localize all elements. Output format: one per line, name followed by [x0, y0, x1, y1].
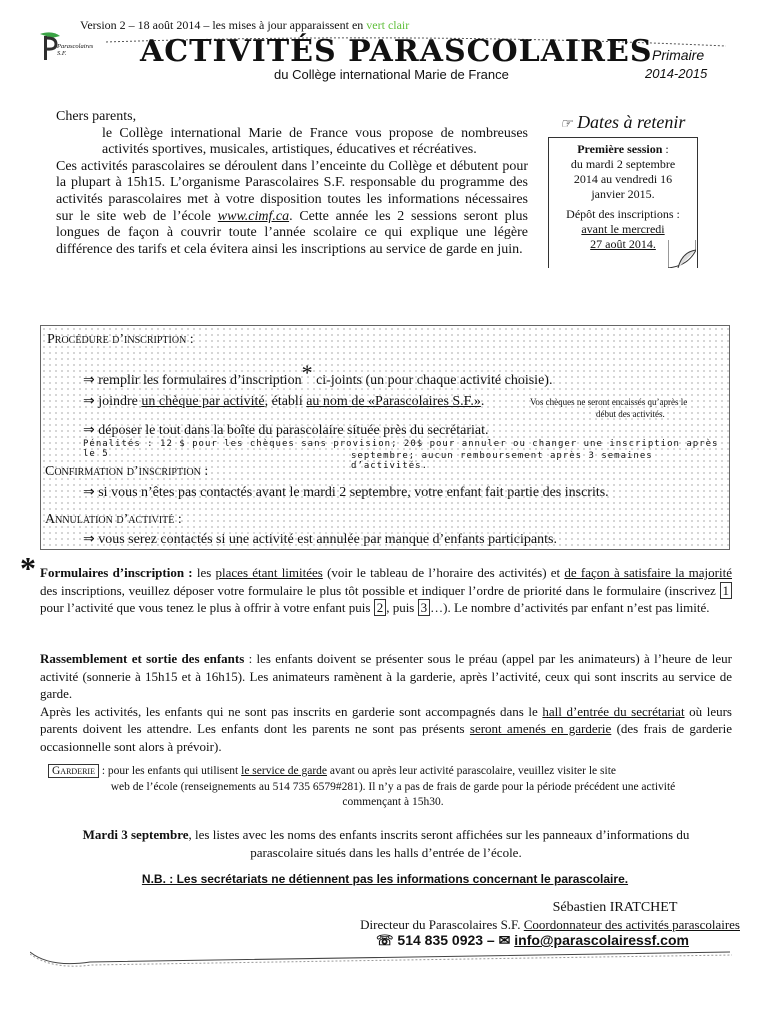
lists-date: Mardi 3 septembre	[82, 827, 189, 842]
step-deposit: ⇒ déposer le tout dans la boîte du parascolaire située près du secrétariat.	[83, 423, 489, 438]
nb-note: N.B. : Les secrétariats ne détiennent pas les informations concernant le parascolaire.	[141, 872, 629, 886]
forms-label: Formulaires d’inscription :	[40, 565, 193, 580]
priority-box-1: 1	[720, 582, 733, 599]
secretariat-hall: hall d’entrée du secrétariat	[542, 703, 685, 719]
greeting: Chers parents,	[56, 109, 137, 124]
intro-paragraph-2-b: . Cette année les 2 sessions seront plus longues de façon à couvrir toute l’année scolaire ce qui explique une légère différence des tarifs et cela évitera ainsi les inscriptions au service de garde en juin.	[56, 208, 529, 257]
deposit-line-3: 27 août 2014.	[590, 237, 656, 251]
page-title: ACTIVITÉS PARASCOLAIRES	[140, 34, 653, 69]
phone-number[interactable]: 514 835 0923	[397, 932, 484, 948]
step-fill-forms	[83, 360, 552, 389]
session-line-1: du mardi 2 septembre	[570, 157, 676, 171]
intro-paragraph-1: le Collège international Marie de France vous propose de nombreuses activités sportives, musicales, artistiques, éducatives et récréatives.	[102, 125, 528, 158]
cancellation-heading: Annulation d’activité :	[45, 512, 182, 527]
dates-heading-text: Dates à retenir	[577, 112, 686, 132]
pointing-hand-icon: ☞	[560, 117, 573, 132]
lists-line-1: Mardi 3 septembre, les listes avec les noms des enfants inscrits seront affichées sur les panneaux d’informations du	[82, 827, 690, 842]
version-text: Version 2 – 18 août 2014 – les mises à jour apparaissent en	[80, 18, 364, 32]
deposit-line-1: Dépôt des inscriptions :	[566, 207, 680, 221]
email-link[interactable]: info@parascolairessf.com	[514, 932, 689, 948]
cheque-note-line-1: Vos chèques ne seront encaissés qu’après le	[530, 397, 688, 407]
logo-text	[57, 43, 93, 57]
lists-line-2: parascolaire situés dans les halls d’entrée de l’école.	[250, 845, 522, 860]
cheque-per-activity: un chèque par activité	[141, 394, 265, 409]
lists-paragraph	[40, 826, 732, 862]
procedure-heading: Procédure d’inscription :	[47, 332, 194, 347]
coordinator-role: Coordonnateur des activités parascolaires	[523, 917, 740, 932]
footer-wave-decoration	[30, 946, 740, 970]
penalties-line-2: septembre; aucun remboursement après 3 semaines d’activités.	[351, 451, 653, 471]
daycare-label: Garderie	[48, 764, 99, 778]
taken-to-daycare: seront amenés en garderie	[469, 721, 612, 736]
daycare-line-3: commençant à 15h30.	[342, 796, 444, 808]
forms-paragraph: Formulaires d’inscription : les places étant limitées (voir le tableau de l’horaire des activités) et de façon à satisfaire la majorité des inscriptions, veuillez déposer votre formulaire le plus tôt possible et indiquer l’ordre de priorité dans le formulaire (inscrivez 1 pour l’activité que vous tenez le plus à offrir à votre enfant puis 2 , puis 3 …). Le nombre d’activités par enfant n’est pas limité.	[40, 565, 732, 615]
logo-text-line-1: Parascolaires	[57, 43, 94, 50]
envelope-icon: ✉	[498, 932, 511, 948]
confirmation-text: ⇒ si vous n’êtes pas contactés avant le mardi 2 septembre, votre enfant fait partie des inscrits.	[83, 485, 609, 500]
procedure-box	[40, 325, 730, 550]
intro-letter	[56, 109, 528, 258]
deposit-line-2: avant le mercredi	[581, 222, 665, 236]
asterisk-mark: *	[301, 360, 313, 385]
penalties-line-1: Pénalités : 12 $ pour les chèques sans provision; 20$ pour annuler ou changer une inscription après le 5	[83, 439, 719, 459]
telephone-icon: ☏	[376, 932, 394, 948]
signature-name: Sébastien IRATCHET	[552, 900, 678, 915]
cheque-note-line-2: début des activités.	[596, 409, 665, 419]
step-fill-forms-a: ⇒ remplir les formulaires d’inscription	[83, 373, 302, 388]
session-line-3: janvier 2015.	[591, 187, 655, 201]
dates-heading	[560, 112, 685, 133]
gathering-paragraph: Rassemblement et sortie des enfants : les enfants doivent se présenter sous le préau (appel par les animateurs) à l’heure de leur activité (sonnerie à 15h15 et à 16h15). Les animateurs ramènent à la garderie, après l’activité, ceux qui sont inscrits au service de garde. Après les activités, les enfants qui ne sont pas inscrits en garderie sont accompagnés dans le hall d’entrée du secrétariat où leurs parents doivent les attendre. Les enfants dont les parents ne sont pas présents seront amenés en garderie (des frais de garderie occasionnelle sont alors à prévoir).	[40, 651, 733, 754]
cancellation-text: ⇒ vous serez contactés si une activité est annulée par manque d’enfants participants.	[83, 532, 557, 547]
priority-box-3: 3	[418, 599, 431, 616]
page-curl-icon	[668, 240, 696, 268]
limited-places: places étant limitées	[215, 565, 323, 580]
satisfy-majority: de façon à satisfaire la majorité	[564, 565, 732, 580]
payee-name: au nom de «Parascolaires S.F.»	[306, 394, 481, 409]
contact-line: ☏ 514 835 0923 – ✉ info@parascolairessf.com	[376, 932, 689, 948]
confirmation-heading: Confirmation d’inscription :	[45, 464, 209, 479]
step-fill-forms-b: ci-joints (un pour chaque activité choisie).	[312, 373, 553, 388]
page-subtitle: du Collège international Marie de France	[274, 67, 509, 82]
signature-role: Directeur du Parascolaires S.F. Coordonnateur des activités parascolaires	[360, 917, 740, 932]
daycare-line-1: Garderie : pour les enfants qui utilisent le service de garde avant ou après leur activité parascolaire, veuillez visiter le site	[48, 764, 738, 780]
school-website-link[interactable]: www.cimf.ca	[217, 208, 290, 224]
intro-paragraph-2	[56, 159, 528, 259]
first-session-label: Première session :	[577, 142, 669, 156]
daycare-service: le service de garde	[241, 765, 328, 777]
step-attach-cheque: ⇒ joindre un chèque par activité, établi au nom de «Parascolaires S.F.».	[83, 394, 485, 409]
version-green-text: vert clair	[366, 18, 410, 32]
level-label: Primaire	[652, 47, 705, 63]
daycare-line-2: web de l’école (renseignements au 514 735 6579#281). Il n’y a pas de frais de garde pour la période précédent une activité	[110, 780, 676, 793]
school-year: 2014-2015	[645, 66, 708, 81]
logo-text-line-2: S.F.	[57, 50, 67, 57]
forms-asterisk: *	[20, 550, 36, 586]
intro-paragraph-2-a: Ces activités parascolaires se déroulent dans l’enceinte du Collège et débutent pour la plupart à 15h15. L’organisme Parascolaires S.F. responsable du programme des activités parascolaires met à votre disposition toutes les informations nécessaires sur le site web de l’école	[56, 158, 528, 224]
gathering-label: Rassemblement et sortie des enfants	[40, 651, 245, 666]
session-line-2: 2014 au vendredi 16	[573, 172, 673, 186]
daycare-paragraph	[48, 764, 738, 811]
priority-box-2: 2	[374, 599, 387, 616]
